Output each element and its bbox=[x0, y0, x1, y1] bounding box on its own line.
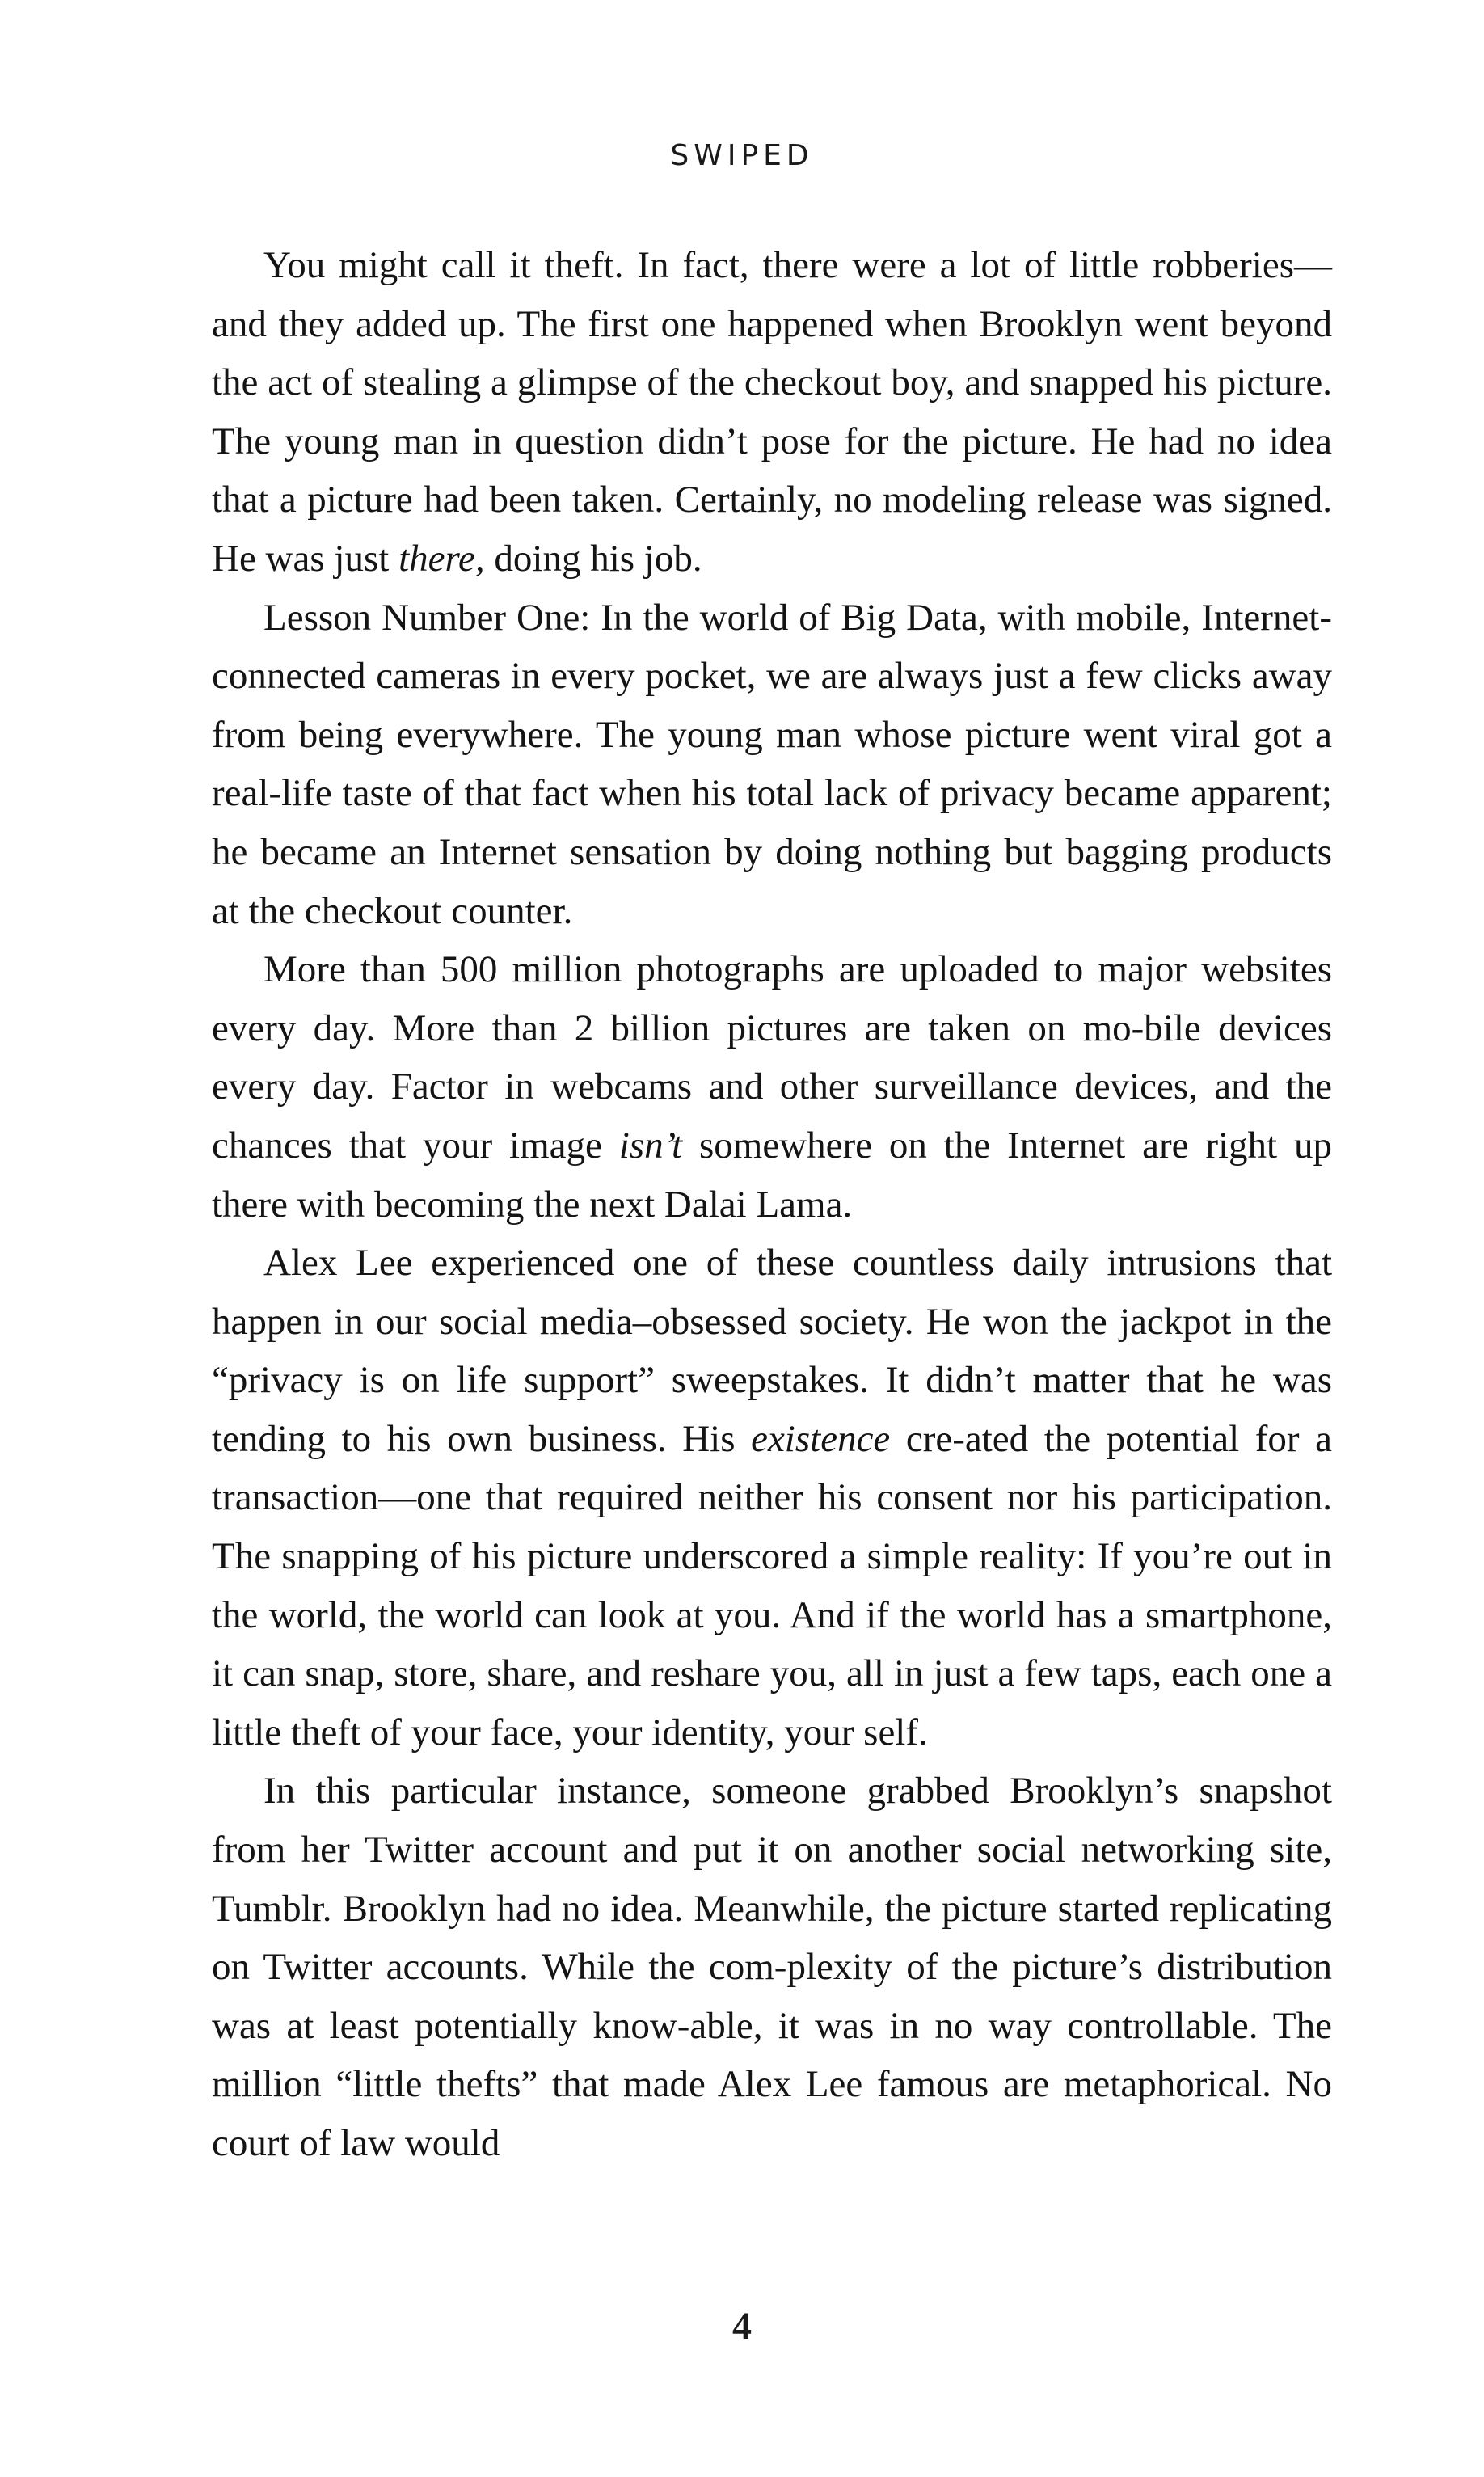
page-number: 4 bbox=[732, 2305, 752, 2348]
paragraph-text: somewhere on the Internet are right up there with becoming the next Dalai Lama. bbox=[212, 1124, 1332, 1226]
running-head: SWIPED bbox=[670, 139, 814, 172]
body-text bbox=[212, 236, 1332, 2173]
emphasis-text: isn’t bbox=[618, 1124, 683, 1167]
paragraph-text: In this particular instance, someone grabbed Brooklyn’s snapshot from her Twitter account and put it on another social networking site, Tumblr. Brooklyn had no idea. Meanwhile, the picture started replicating on Twitter accounts. While the com-plexity of the picture’s distribution was at least potentially know-able, it was in no way controllable. The million “little thefts” that made Alex Lee famous are metaphorical. No court of law would bbox=[212, 1770, 1332, 2164]
paragraph bbox=[212, 1234, 1332, 1762]
emphasis-text: there, bbox=[398, 537, 485, 580]
paragraph-text: Lesson Number One: In the world of Big Data, with mobile, Internet-connected cameras in every pocket, we are always just a few clicks away from being everywhere. The young man whose picture went viral got a real-life taste of that fact when his total lack of privacy became apparent; he became an Internet sensation by doing nothing but bagging products at the checkout counter. bbox=[212, 596, 1332, 932]
paragraph-text: More than 500 million photographs are uploaded to major websites every day. More than 2 billion pictures are taken on mo-bile devices every day. Factor in webcams and other surveillance devices, and the chances that your image bbox=[212, 948, 1332, 1167]
paragraph bbox=[212, 589, 1332, 941]
paragraph-text: Alex Lee experienced one of these countless daily intrusions that happen in our social media–obsessed society. He won the jackpot in the “privacy is on life support” sweepstakes. It didn’t matter that he was tending to his own business. His bbox=[212, 1242, 1332, 1460]
emphasis-text: existence bbox=[751, 1417, 891, 1460]
paragraph-text: You might call it theft. In fact, there were a lot of little robberies—and they added up. The first one happened when Brooklyn went beyond the act of stealing a glimpse of the checkout boy, and snapped his picture. The young man in question didn’t pose for the picture. He had no idea that a picture had been taken. Certainly, no modeling release was signed. He was just bbox=[212, 244, 1332, 580]
paragraph-text: doing his job. bbox=[484, 537, 702, 580]
paragraph-text: cre-ated the potential for a transaction—one that required neither his consent nor his participation. The snapping of his picture underscored a simple reality: If you’re out in the world, the world can look at you. And if the world has a smartphone, it can snap, store, share, and reshare you, all in just a few taps, each one a little theft of your face, your identity, your self. bbox=[212, 1417, 1332, 1753]
paragraph bbox=[212, 1762, 1332, 2172]
paragraph bbox=[212, 236, 1332, 589]
paragraph bbox=[212, 940, 1332, 1234]
